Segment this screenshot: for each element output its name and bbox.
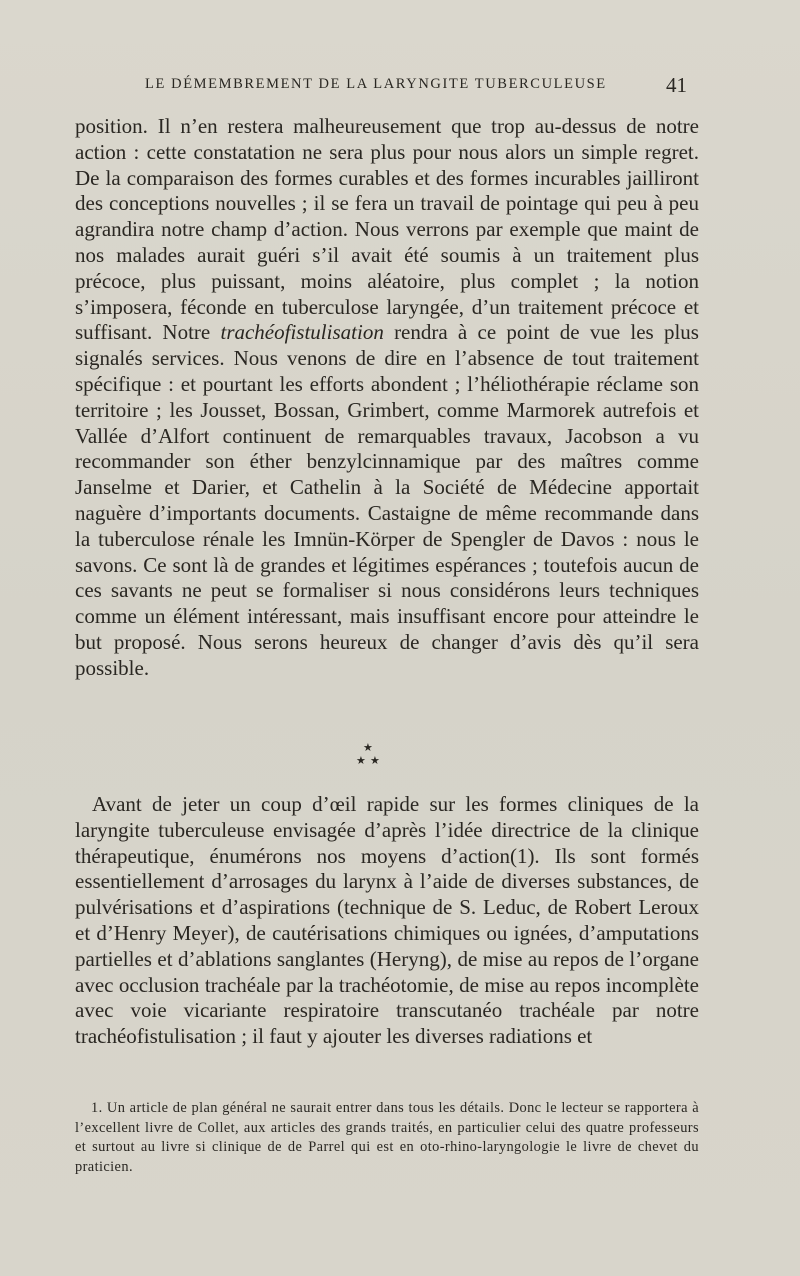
paragraph-1-text-end: rendra à ce point de vue les plus signalés services. Nous venons de dire en l’absence de tout traitement spécifique : et pourtant les efforts abondent ; l’héliothérapie réclame son territoire ; les Jousset, Bossan, Grimbert, comme Marmorek autrefois et Vallée d’Alfort continuent de remarquables travaux, Jacobson a vu recommander son éther benzylcinnamique par des maîtres comme Janselme et Darier, et Cathelin à la Société de Médecine apportait naguère d’importants documents. Castaigne de même recommande dans la tuberculose rénale les Imnün-Körper de Spengler de Davos : nous le savons. Ce sont là de grandes et légitimes espérances ; toutefois aucun de ces savants ne peut se formaliser si nous considérons leurs techniques comme un élément intéressant, mais insuffisant encore pour atteindre le but proposé. Nous serons heureux de changer d’avis dès qu’il sera possible. (75, 320, 699, 680)
page-number: 41 (666, 73, 687, 97)
paragraph-1 (75, 114, 699, 682)
paragraph-2: Avant de jeter un coup d’œil rapide sur les formes cliniques de la laryngite tuberculeuse envisagée d’après l’idée directrice de la clinique thérapeutique, énumérons nos moyens d’action(1). Ils sont formés essentiellement d’arrosages du larynx à l’aide de diverses substances, de pulvérisations et d’aspirations (technique de S. Leduc, de Robert Leroux et d’Henry Meyer), de cautérisations chimiques ou ignées, d’amputations partielles et d’ablations sanglantes (Heryng), de mise au repos de l’organe avec occlusion trachéale par la trachéotomie, de mise au repos incomplète avec voie vicariante respiratoire transcutanéo trachéale par notre trachéofistulisation ; il faut y ajouter les diverses radiations et (75, 792, 699, 1049)
footnote: 1. Un article de plan général ne saurait entrer dans tous les détails. Donc le lecteur se rapportera à l’excellent livre de Collet, aux articles des grands traités, en particulier celui des quatre professeurs et surtout au livre si clinique de de Parrel qui est en oto-rhino-laryngologie le livre de chevet du praticien. (75, 1100, 699, 1175)
asterism-star-right: ★ (370, 754, 380, 767)
asterism-star-left: ★ (356, 754, 366, 767)
running-head (0, 73, 800, 100)
paragraph-1-text-start: position. Il n’en restera malheureusement que trop au-dessus de notre action : cette constatation ne sera plus pour nous alors un simple regret. De la comparaison des formes curables et des formes incurables jailliront des conceptions nouvelles ; il se fera un travail de pointage qui peu à peu agrandira notre champ d’action. Nous verrons par exemple que maint de nos malades aurait guéri s’il avait été soumis à un traitement plus précoce, plus puissant, moins aléatoire, plus complet ; la notion s’imposera, féconde en tuberculose laryngée, d’un traitement précoce et suffisant. Notre (75, 114, 699, 345)
section-asterism (340, 742, 400, 772)
running-title: LE DÉMEMBREMENT DE LA LARYNGITE TUBERCULEUSE (145, 76, 607, 92)
asterism-star-top: ★ (363, 741, 373, 754)
paragraph-1-italic-term: trachéofistulisation (220, 320, 384, 345)
